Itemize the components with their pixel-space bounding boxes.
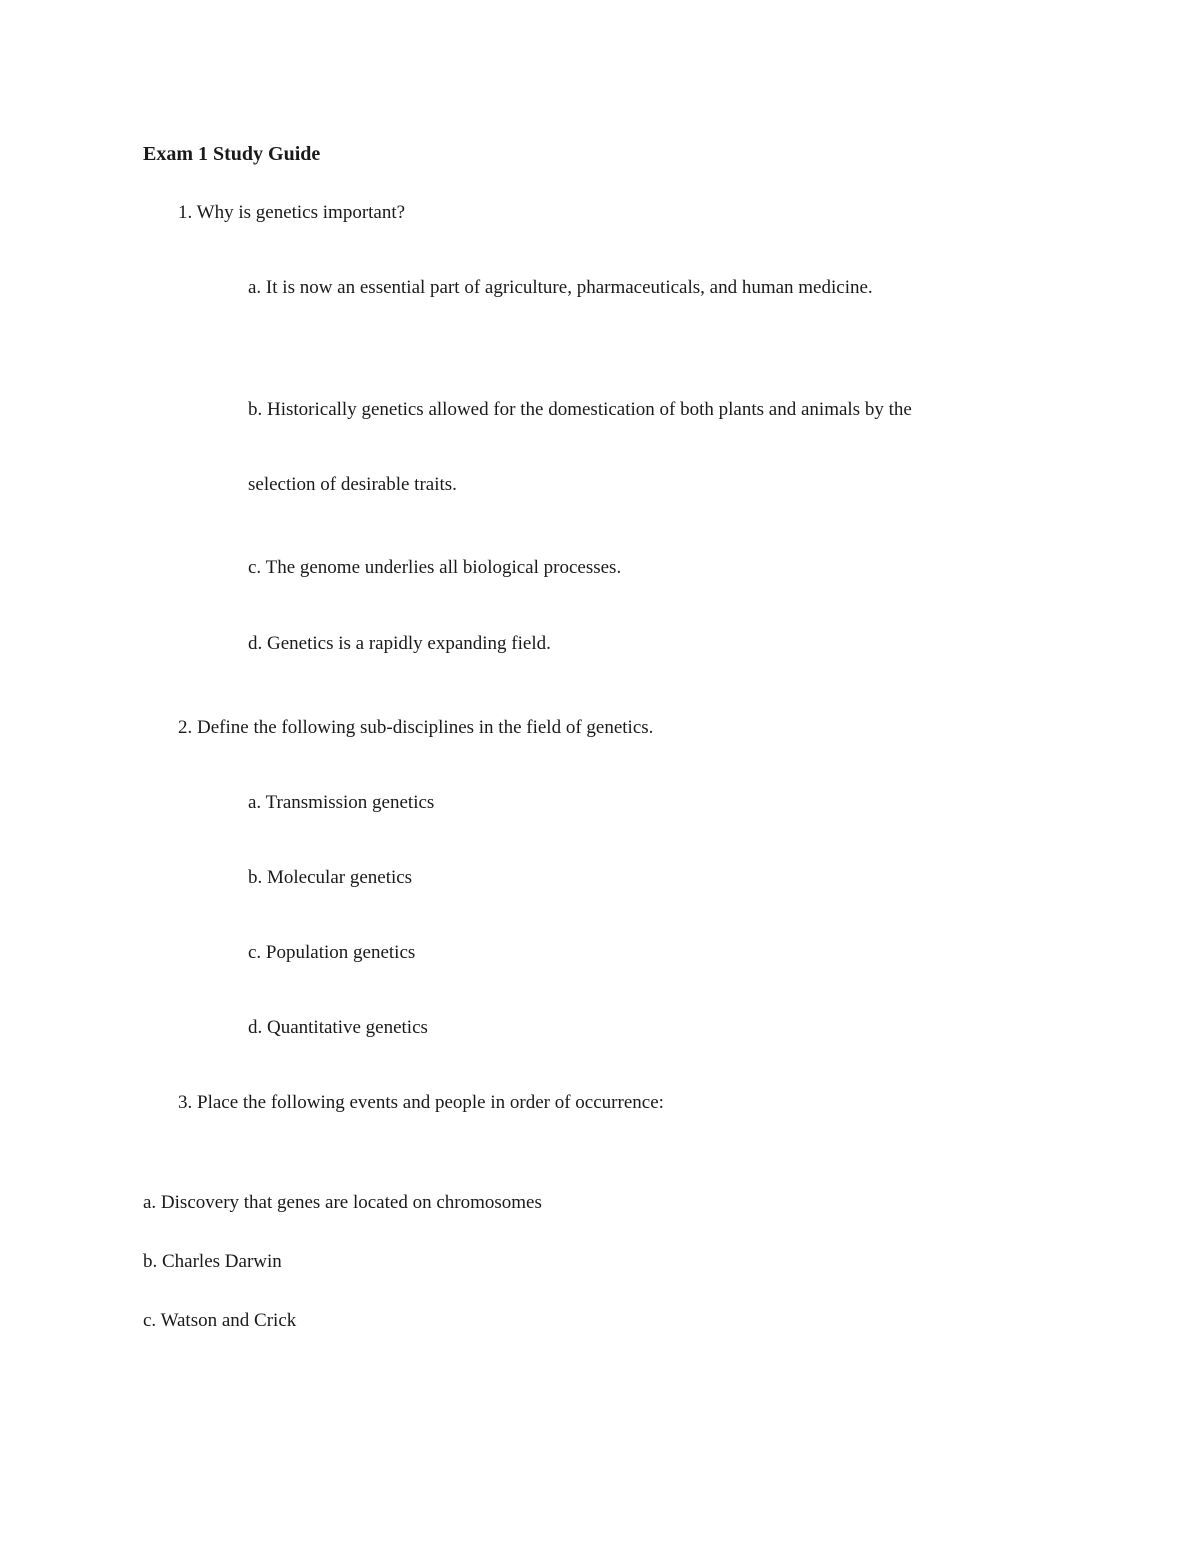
question-1: 1. Why is genetics important? bbox=[178, 202, 406, 223]
question-2: 2. Define the following sub-disciplines in the field of genetics. bbox=[178, 717, 654, 738]
answer-1b: b. Historically genetics allowed for the domestication of both plants and animals by the bbox=[248, 399, 912, 420]
item-3c: c. Watson and Crick bbox=[143, 1310, 297, 1331]
question-3: 3. Place the following events and people in order of occurrence: bbox=[178, 1092, 664, 1113]
answer-2a: a. Transmission genetics bbox=[248, 792, 435, 813]
answer-1b-continued: selection of desirable traits. bbox=[248, 474, 457, 495]
answer-2d: d. Quantitative genetics bbox=[248, 1017, 428, 1038]
document-title: Exam 1 Study Guide bbox=[143, 143, 321, 165]
answer-2b: b. Molecular genetics bbox=[248, 867, 413, 888]
item-3b: b. Charles Darwin bbox=[143, 1251, 282, 1272]
answer-2c: c. Population genetics bbox=[248, 942, 416, 963]
answer-1d: d. Genetics is a rapidly expanding field. bbox=[248, 633, 551, 654]
answer-1c: c. The genome underlies all biological processes. bbox=[248, 557, 622, 578]
answer-1a: a. It is now an essential part of agriculture, pharmaceuticals, and human medicine. bbox=[248, 277, 873, 298]
item-3a: a. Discovery that genes are located on chromosomes bbox=[143, 1192, 542, 1213]
